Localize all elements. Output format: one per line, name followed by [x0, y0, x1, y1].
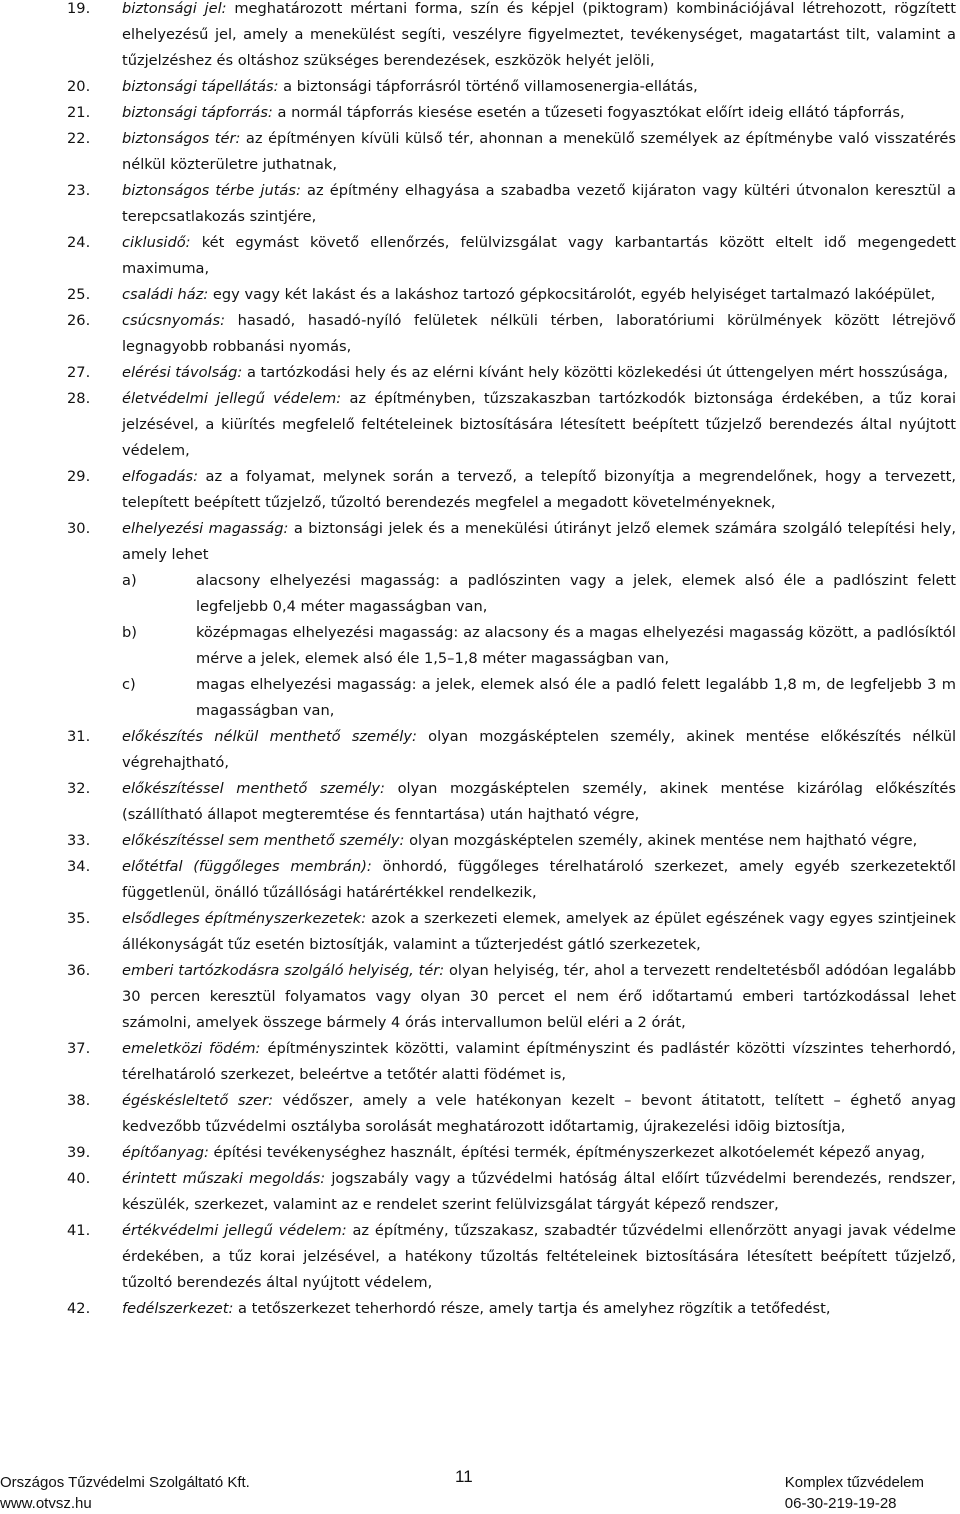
item-number: 24. [67, 234, 91, 251]
definition-text: olyan helyiség, tér, ahol a tervezett rendeltetésből adódóan legalább 30 percen keresztül folyamatos vagy olyan 30 percet el nem érő időtartamú emberi tartózkodással lehet számolni, amelyek összege bármely 4 órás intervallumon belül eléri a 2 órát, [122, 962, 956, 1031]
definition-text: a biztonsági tápforrásról történő villamosenergia-ellátás, [278, 78, 698, 95]
defined-term: biztonságos tér: [122, 130, 241, 147]
defined-term: biztonsági jel: [122, 0, 227, 17]
definition-item [0, 386, 960, 464]
defined-term: emeletközi födém: [122, 1040, 261, 1057]
defined-term: csúcsnyomás: [122, 312, 225, 329]
definition-text: a tartózkodási hely és az elérni kívánt hely közötti közlekedési út úttengelyen mért hosszúsága, [242, 364, 949, 381]
item-number: 42. [67, 1300, 91, 1317]
item-number: 29. [67, 468, 91, 485]
definition-text: hasadó, hasadó-nyíló felületek nélküli térben, laboratóriumi körülmények között létrejövő legnagyobb robbanási nyomás, [122, 312, 956, 355]
defined-term: életvédelmi jellegű védelem: [122, 390, 342, 407]
sub-item [122, 568, 956, 620]
definition-item [0, 0, 960, 74]
defined-term: előtétfal (függőleges membrán): [122, 858, 372, 875]
definition-text: olyan mozgásképtelen személy, akinek mentése nem hajtható végre, [404, 832, 918, 849]
page-number: 11 [455, 1467, 473, 1486]
definition-item [0, 1296, 960, 1322]
item-number: 31. [67, 728, 91, 745]
definition-item [0, 360, 960, 386]
definition-text: a normál tápforrás kiesése esetén a tűzeseti fogyasztókat előírt ideig ellátó tápforrás, [272, 104, 905, 121]
item-number: 28. [67, 390, 91, 407]
definition-text: az építmény, tűzszakasz, szabadtér tűzvédelmi ellenőrzött anyagi javak védelme érdekében, a tűz korai jelzésével, a hatékony tűzoltás feltételeinek biztosítására létesített beépített tűzjelző, tűzoltó berendezés által nyújtott védelem, [122, 1222, 957, 1291]
item-number: 40. [67, 1170, 91, 1187]
item-number: 36. [67, 962, 91, 979]
definition-text: egy vagy két lakást és a lakáshoz tartozó gépkocsitárolót, egyéb helyiséget tartalmazó lakóépület, [208, 286, 936, 303]
defined-term: égéskésleltető szer: [122, 1092, 274, 1109]
definition-text: a biztonsági jelek és a menekülési útirányt jelző elemek számára szolgáló telepítési hely, amely lehet [122, 520, 957, 563]
definition-text: a tetőszerkezet teherhordó része, amely tartja és amelyhez rögzítik a tetőfedést, [233, 1300, 831, 1317]
sub-item [122, 620, 956, 672]
defined-term: előkészítéssel menthető személy: [122, 780, 385, 797]
defined-term: előkészítés nélkül menthető személy: [122, 728, 417, 745]
definition-item [0, 1036, 960, 1088]
item-number: 27. [67, 364, 91, 381]
definition-item [0, 906, 960, 958]
definition-text: önhordó, függőleges térelhatároló szerkezet, amely egyéb szerkezetektől függetlenül, önálló tűzállósági határértékkel rendelkezik, [122, 858, 956, 901]
defined-term: előkészítéssel sem menthető személy: [122, 832, 405, 849]
definition-item [0, 230, 960, 282]
item-number: 21. [67, 104, 91, 121]
definition-item [0, 282, 960, 308]
definition-item [0, 516, 960, 724]
defined-term: érintett műszaki megoldás: [122, 1170, 326, 1187]
item-number: 32. [67, 780, 91, 797]
sub-item [122, 672, 956, 724]
definition-item [0, 958, 960, 1036]
defined-term: értékvédelmi jellegű védelem: [122, 1222, 347, 1239]
item-number: 25. [67, 286, 91, 303]
sub-item-letter: a) [122, 572, 137, 589]
defined-term: családi ház: [122, 286, 209, 303]
defined-term: biztonságos térbe jutás: [122, 182, 301, 199]
item-number: 20. [67, 78, 91, 95]
definition-item [0, 854, 960, 906]
definition-text: építési tevékenységhez használt, építési termék, építményszerkezet alkotóelemét képező anyag, [208, 1144, 926, 1161]
defined-term: biztonsági tápellátás: [122, 78, 279, 95]
defined-term: biztonsági tápforrás: [122, 104, 273, 121]
definition-text: két egymást követő ellenőrzés, felülvizsgálat vagy karbantartás között eltelt idő megengedett maximuma, [122, 234, 956, 277]
definition-text: meghatározott mértani forma, szín és képjel (piktogram) kombinációjával létrehozott, rögzített elhelyezésű jel, amely a menekülést segíti, veszélyre figyelmeztet, tevékenységet, magatartást tilt, valamint a tűzjelzéshez és oltáshoz szükséges berendezések, eszközök helyét jelöli, [122, 0, 957, 69]
footer-website: www.otvsz.hu [0, 1495, 92, 1512]
defined-term: fedélszerkezet: [122, 1300, 234, 1317]
defined-term: emberi tartózkodásra szolgáló helyiség, tér: [122, 962, 445, 979]
sub-item-text: alacsony elhelyezési magasság: a padlószinten vagy a jelek, elemek alsó éle a padlószint felett legfeljebb 0,4 méter magasságban van, [196, 572, 956, 615]
item-number: 41. [67, 1222, 91, 1239]
page-footer [0, 1466, 960, 1512]
item-number: 34. [67, 858, 91, 875]
defined-term: ciklusidő: [122, 234, 191, 251]
definition-item [0, 308, 960, 360]
definition-item [0, 126, 960, 178]
item-number: 39. [67, 1144, 91, 1161]
definition-text: azok a szerkezeti elemek, amelyek az épület egészének vagy egyes szintjeinek állékonyságát tűz esetén biztosítják, valamint a tűzterjedést gátló szerkezetek, [122, 910, 956, 953]
defined-term: elfogadás: [122, 468, 199, 485]
item-number: 23. [67, 182, 91, 199]
definition-item [0, 464, 960, 516]
definition-text: az építményben, tűzszakaszban tartózkodók biztonsága érdekében, a tűz korai jelzésével, a kiürítés megfelelő feltételeinek biztosítására létesített beépített tűzjelző berendezés által nyújtott védelem, [122, 390, 956, 459]
definition-item [0, 724, 960, 776]
defined-term: elhelyezési magasság: [122, 520, 289, 537]
definition-text: olyan mozgásképtelen személy, akinek mentése előkészítés nélkül végrehajtható, [122, 728, 957, 771]
footer-company-name: Országos Tűzvédelmi Szolgáltató Kft. [0, 1474, 250, 1491]
defined-term: elérési távolság: [122, 364, 243, 381]
definition-text: jogszabály vagy a tűzvédelmi hatóság által előírt tűzvédelmi berendezés, rendszer, készülék, szerkezet, valamint az e rendelet szerint felülvizsgálat tárgyát képező rendszer, [122, 1170, 956, 1213]
item-number: 22. [67, 130, 91, 147]
sub-item-text: középmagas elhelyezési magasság: az alacsony és a magas elhelyezési magasság között, a padlósíktól mérve a jelek, elemek alsó éle 1,5–1,8 méter magasságban van, [196, 624, 956, 667]
definition-text: az építmény elhagyása a szabadba vezető kijáraton vagy kültéri útvonalon keresztül a terepcsatlakozás szintjére, [122, 182, 956, 225]
footer-company [0, 1472, 250, 1514]
sub-list [122, 568, 956, 724]
item-number: 35. [67, 910, 91, 927]
item-number: 30. [67, 520, 91, 537]
sub-item-letter: c) [122, 676, 136, 693]
item-number: 19. [67, 0, 91, 17]
definition-text: építményszintek közötti, valamint építményszint és padlástér közötti vízszintes teherhordó, térelhatároló szerkezet, beleértve a tetőtér alatti födémet is, [122, 1040, 957, 1083]
definition-item [0, 1218, 960, 1296]
definition-text: az építményen kívüli külső tér, ahonnan a menekülő személyek az építménybe való visszatérés nélkül közterületre juthatnak, [122, 130, 956, 173]
item-number: 38. [67, 1092, 91, 1109]
defined-term: építőanyag: [122, 1144, 209, 1161]
item-number: 26. [67, 312, 91, 329]
item-number: 37. [67, 1040, 91, 1057]
definition-item [0, 100, 960, 126]
item-number: 33. [67, 832, 91, 849]
sub-item-letter: b) [122, 624, 137, 641]
definition-item [0, 1088, 960, 1140]
defined-term: elsődleges építményszerkezetek: [122, 910, 367, 927]
definition-item [0, 74, 960, 100]
definition-item [0, 776, 960, 828]
footer-contact [785, 1472, 924, 1514]
definition-item [0, 1166, 960, 1218]
definition-text: az a folyamat, melynek során a tervező, a telepítő bizonyítja a megrendelőnek, hogy a tervezett, telepített beépített tűzjelző, tűzoltó berendezés megfelel a megadott követelményeknek, [122, 468, 956, 511]
definition-text: olyan mozgásképtelen személy, akinek mentése kizárólag előkészítés (szállítható állapot megteremtése és fenntartása) után hajtható végre, [122, 780, 956, 823]
definition-item [0, 828, 960, 854]
footer-service-name: Komplex tűzvédelem [784, 1474, 924, 1491]
definition-text: védőszer, amely a vele hatékonyan kezelt – bevont átitatott, telített – éghető anyag kedvezőbb tűzvédelmi osztályba sorolását meghatározott időtartamig, újrakezelési idõig biztosítja, [122, 1092, 956, 1135]
definition-item [0, 1140, 960, 1166]
definition-item [0, 178, 960, 230]
sub-item-text: magas elhelyezési magasság: a jelek, elemek alsó éle a padló felett legalább 1,8 m, de legfeljebb 3 m magasságban van, [196, 676, 956, 719]
footer-phone: 06-30-219-19-28 [784, 1495, 897, 1512]
